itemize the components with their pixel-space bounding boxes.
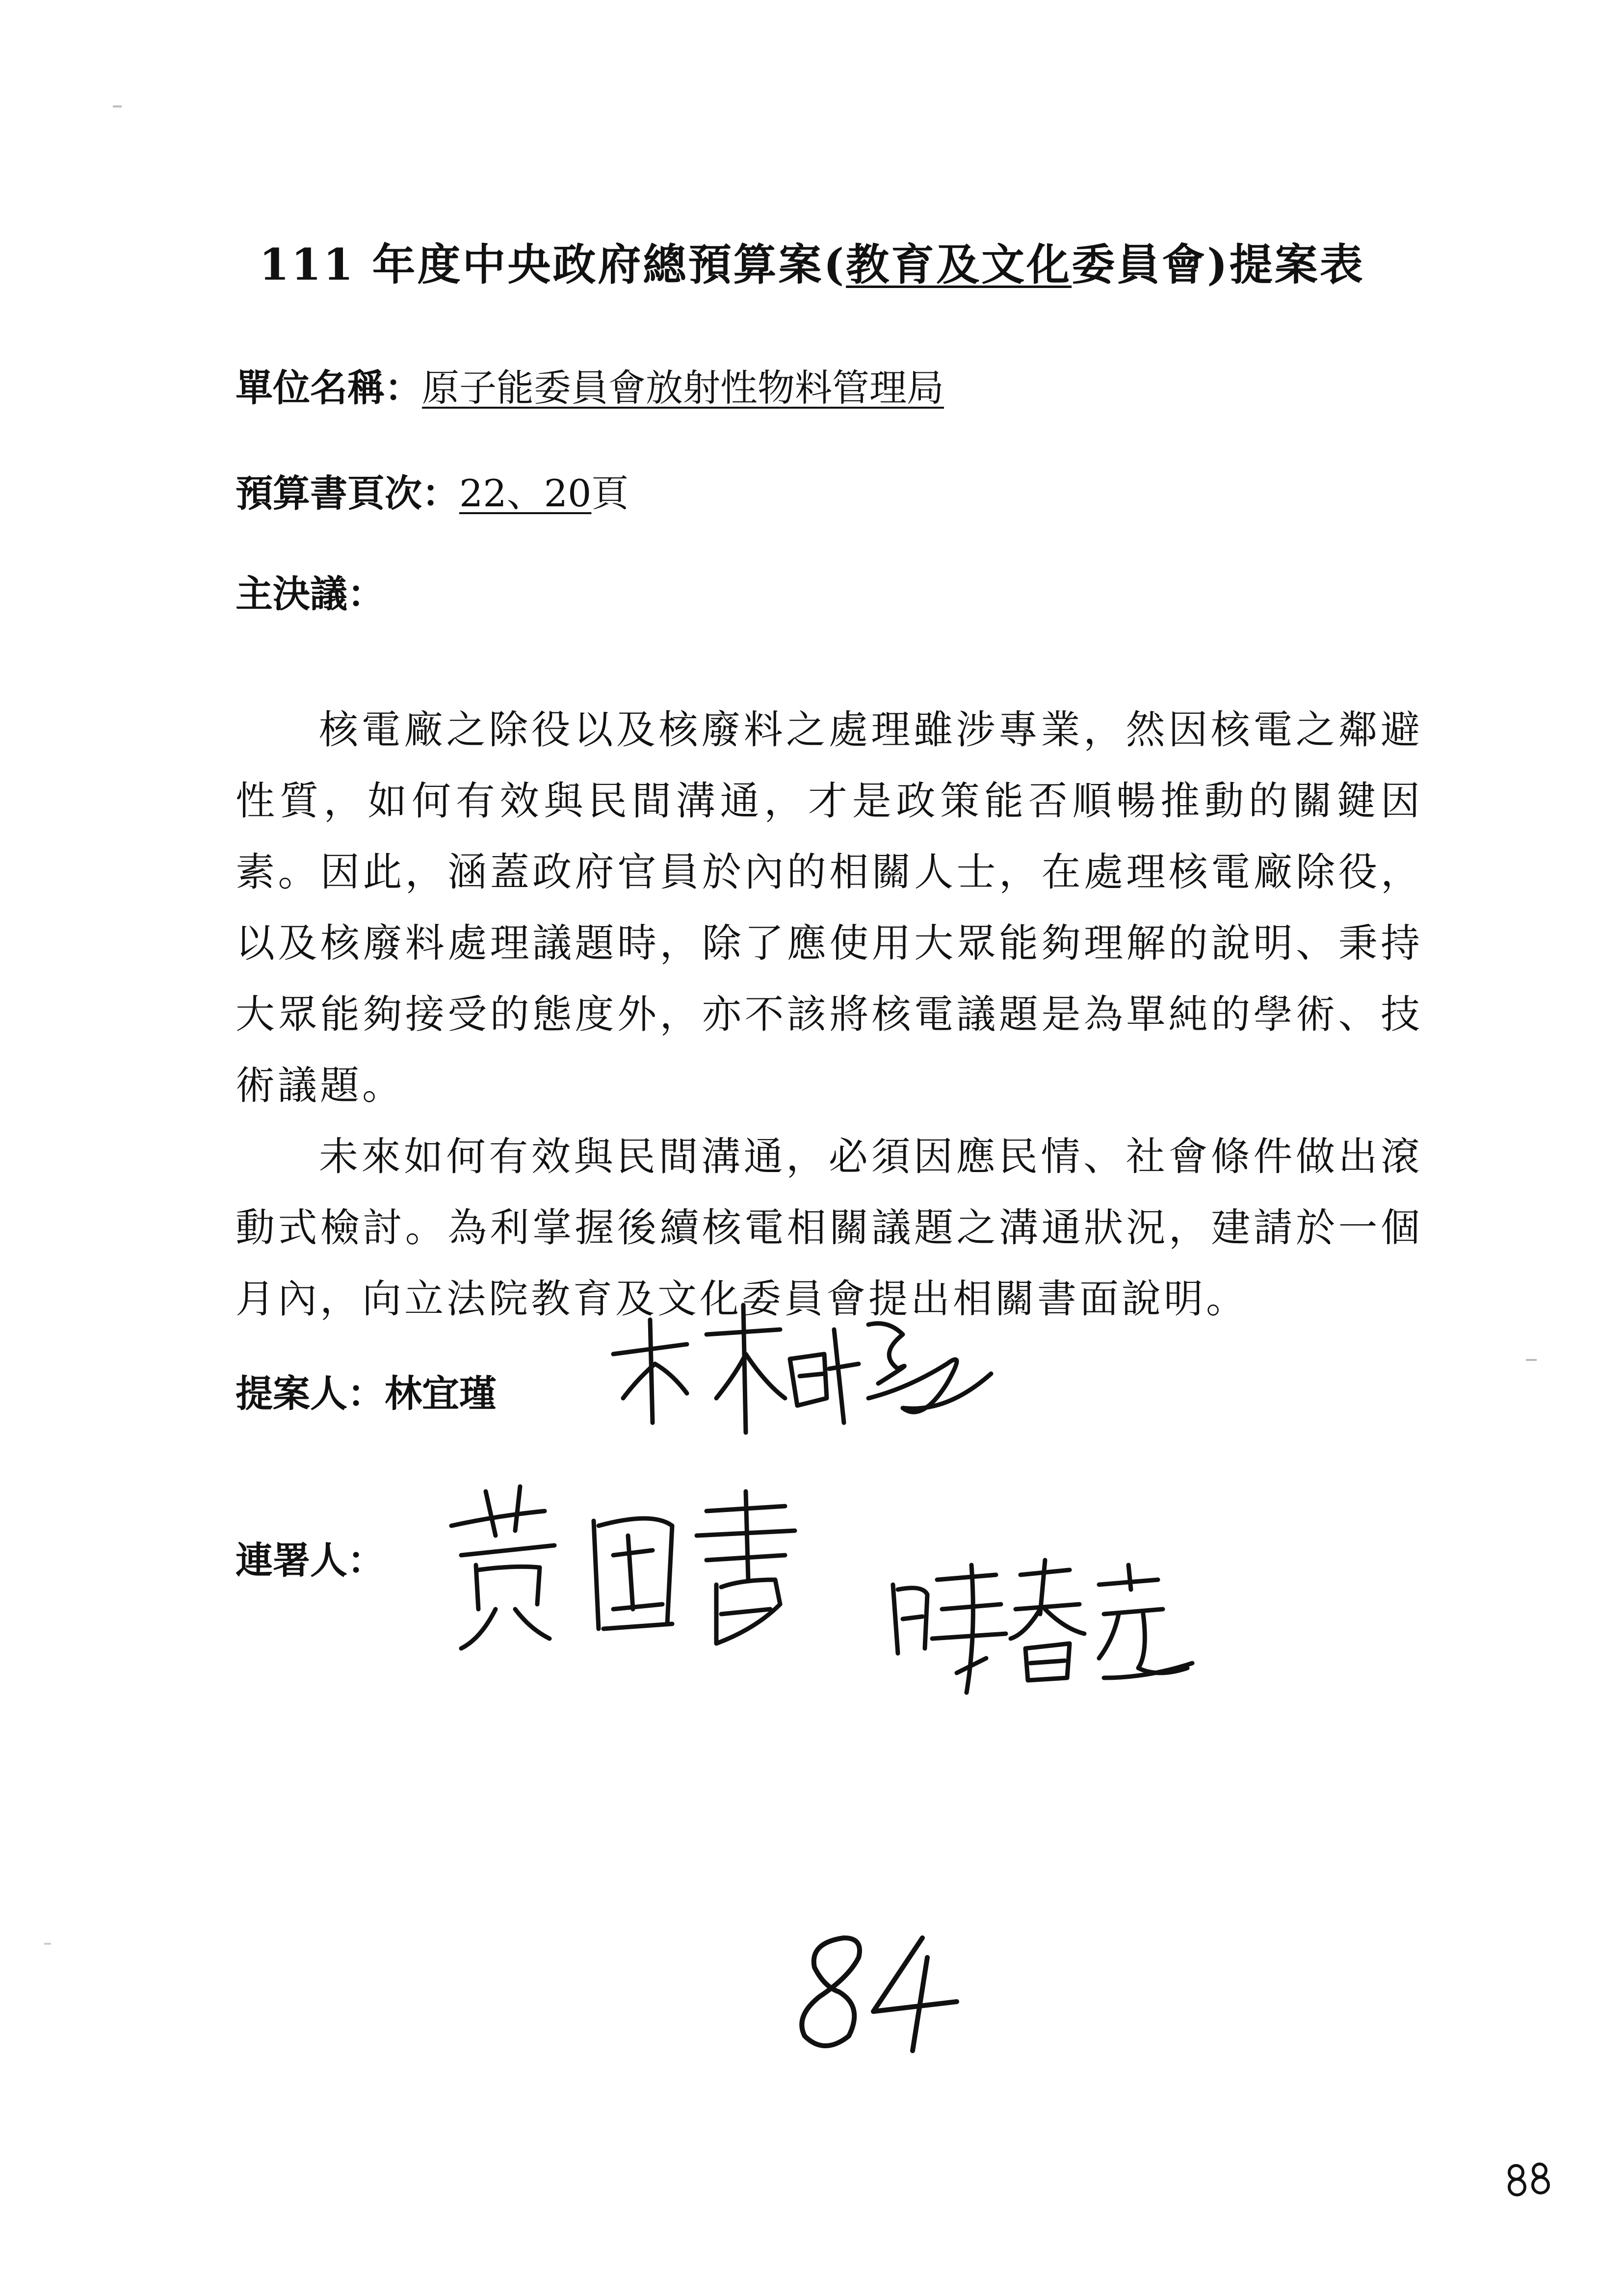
title-committee: 教育及文化 [846, 239, 1072, 290]
scan-speck [113, 105, 122, 107]
cosigner-label: 連署人： [236, 1539, 385, 1582]
scan-speck [44, 1943, 51, 1945]
budget-page-unit: 頁 [591, 471, 629, 515]
budget-page-field [236, 464, 629, 517]
main-resolution-label: 主決議： [236, 572, 385, 616]
proposer-label: 提案人： [236, 1372, 385, 1415]
cosigner-signature [883, 1555, 1197, 1702]
resolution-body [236, 694, 1423, 1334]
scan-speck [1526, 1359, 1537, 1361]
paragraph: 核電廠之除役以及核廢料之處理雖涉專業，然因核電之鄰避性質，如何有效與民間溝通，才是政策能否順暢推動的關鍵因素。因此，涵蓋政府官員於內的相關人士，在處理核電廠除役，以及核廢料處理議題時，除了應使用大眾能夠理解的說明、秉持大眾能夠接受的態度外，亦不該將核電議題是為單純的學術、技術議題。 [236, 707, 1423, 1108]
proposer-name: 林宜瑾 [385, 1372, 497, 1415]
cosigner-line [236, 1531, 385, 1584]
title-suffix: 委員會)提案表 [1072, 239, 1365, 290]
unit-field [236, 358, 944, 412]
document-title [0, 231, 1624, 292]
budget-page-label: 預算書頁次： [236, 471, 459, 515]
unit-label: 單位名稱： [236, 366, 422, 410]
cosigner-signature [442, 1482, 805, 1658]
unit-value: 原子能委員會放射性物料管理局 [422, 366, 944, 410]
proposer-line [236, 1364, 497, 1417]
corner-number-mark [1501, 2159, 1555, 2200]
handwritten-page-number [780, 1928, 967, 2058]
budget-page-value: 22、20 [459, 471, 592, 515]
proposer-signature [603, 1300, 1006, 1477]
paragraph: 未來如何有效與民間溝通，必須因應民情、社會條件做出滾動式檢討。為利掌握後續核電相關議題之溝通狀況，建請於一個月內，向立法院教育及文化委員會提出相關書面說明。 [236, 1134, 1423, 1322]
title-prefix: 111 年度中央政府總預算案( [259, 239, 846, 290]
